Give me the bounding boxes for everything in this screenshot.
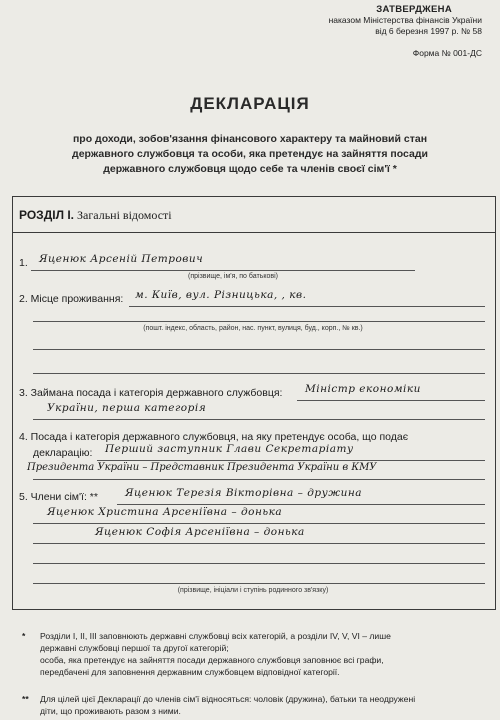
field-3-label: 3. Займана посада і категорія державного службовця:: [19, 387, 283, 399]
footnote-2-line-1: Для цілей цієї Декларації до членів сім'ї відносяться: чоловік (дружина), батьки та неодружені: [40, 694, 416, 704]
document-subtitle: [30, 132, 470, 177]
footnote-1-line-3: особа, яка претендує на зайняття посади державного службовця заповнює всі графи,: [40, 655, 384, 665]
field-5-label: 5. Члени сім'ї: **: [19, 491, 98, 503]
field-4-label-1: 4. Посада і категорія державного службовця, на яку претендує особа, що подає: [19, 431, 409, 443]
footnote-2-mark: **: [22, 694, 29, 704]
subtitle-line-2: державного службовця та особи, яка претендує на зайняття посади: [72, 148, 428, 160]
field-2-line-2: [33, 321, 485, 322]
field-2-caption: (пошт. індекс, область, район, нас. пункт, вулиця, буд., корп., № кв.): [143, 325, 363, 332]
field-2-label: 2. Місце проживання:: [19, 293, 124, 305]
field-1-number: 1.: [19, 257, 28, 269]
footnote-2: [22, 693, 486, 717]
section-header: [13, 197, 495, 233]
field-5-value-3[interactable]: Яценюк Софія Арсеніївна – донька: [95, 526, 305, 538]
approval-order: наказом Міністерства фінансів України: [328, 15, 482, 25]
field-4-value-1[interactable]: Перший заступник Глави Секретаріату: [105, 443, 354, 455]
field-4-label-2: декларацію:: [33, 447, 93, 459]
field-3-value-2[interactable]: України, перша категорія: [47, 402, 207, 414]
section-name: Загальні відомості: [77, 208, 172, 222]
field-2-line-4: [33, 373, 485, 374]
field-4-line-2: [33, 479, 485, 480]
field-5-line-1: [117, 504, 485, 505]
section-label: РОЗДІЛ І.: [19, 208, 75, 222]
footnote-1-line-2: державні службовці першої та другої категорій;: [40, 643, 229, 653]
field-2-line-3: [33, 349, 485, 350]
field-2-line-1: [129, 306, 485, 307]
subtitle-line-3: державного службовця щодо себе та членів своєї сім'ї *: [103, 163, 397, 175]
footnote-1-line-1: Розділи І, ІІ, ІІІ заповнюють державні службовці всіх категорій, а розділи IV, V, VI – лише: [40, 631, 391, 641]
approval-stamp: [252, 4, 482, 59]
field-5-line-2: [33, 523, 485, 524]
field-5-value-2[interactable]: Яценюк Христина Арсеніївна – донька: [47, 506, 283, 518]
field-5-line-4: [33, 563, 485, 564]
field-3-line-1: [297, 400, 485, 401]
field-1-value[interactable]: Яценюк Арсеній Петрович: [39, 253, 204, 265]
approved-label: ЗАТВЕРДЖЕНА: [376, 4, 452, 15]
field-1-caption: (прізвище, ім'я, по батькові): [188, 273, 278, 280]
form-number: Форма № 001-ДС: [412, 48, 482, 58]
field-3-line-2: [33, 419, 485, 420]
field-2-value[interactable]: м. Київ, вул. Різницька, , кв.: [135, 289, 307, 301]
field-1-line: [31, 270, 415, 271]
field-5-line-5: [33, 583, 485, 584]
field-4-line-1: [97, 460, 485, 461]
field-5-caption: (прізвище, ініціали і ступінь родинного зв'язку): [177, 587, 329, 594]
field-4-value-2[interactable]: Президента України – Представник Президента України в КМУ: [27, 462, 377, 473]
document-title: ДЕКЛАРАЦІЯ: [190, 94, 310, 113]
footnote-2-line-2: діти, що проживають разом з ними.: [40, 706, 181, 716]
footnote-1-line-4: передбачені для заповнення державним службовцем відповідної категорії.: [40, 667, 340, 677]
field-5-line-3: [33, 543, 485, 544]
footnote-1-mark: *: [22, 631, 26, 641]
approval-date: від 6 березня 1997 р. № 58: [375, 26, 482, 36]
field-5-value-1[interactable]: Яценюк Терезія Вікторівна – дружина: [125, 487, 363, 499]
footnote-1: [22, 630, 486, 678]
field-3-value-1[interactable]: Міністр економіки: [305, 383, 421, 395]
section-1-box: [12, 196, 496, 610]
subtitle-line-1: про доходи, зобов'язання фінансового характеру та майновий стан: [72, 133, 428, 145]
